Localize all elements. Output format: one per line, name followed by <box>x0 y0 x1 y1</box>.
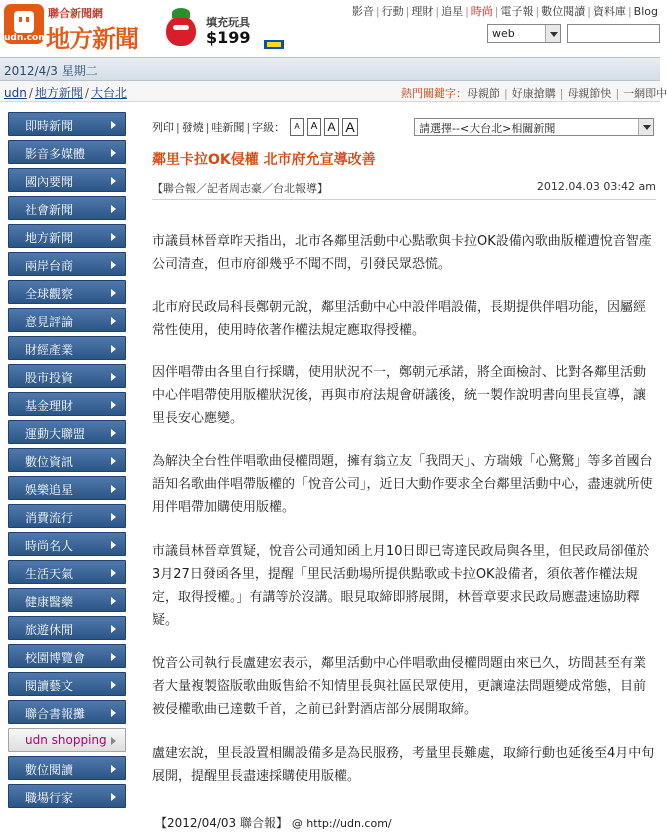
hot-keyword[interactable]: 母親節快 <box>567 87 612 100</box>
article-source <box>155 814 392 831</box>
sidebar-item-label: 聯合書報攤 <box>25 707 86 721</box>
breadcrumb-taipei[interactable]: 大台北 <box>90 86 127 100</box>
send-link[interactable]: 發燒 <box>181 121 204 134</box>
sidebar-item-label: 生活天氣 <box>25 567 74 581</box>
breadcrumb-udn[interactable]: udn <box>4 86 27 100</box>
sidebar-item-life-weather[interactable] <box>8 560 126 584</box>
date-bar <box>0 57 660 81</box>
site-header <box>0 0 660 57</box>
udn-logo-icon <box>4 4 48 44</box>
hot-keyword[interactable]: 母親節 <box>467 87 500 100</box>
sidebar-item-label: 數位資訊 <box>25 455 74 469</box>
chevron-right-icon <box>111 121 116 129</box>
search-row <box>487 24 660 44</box>
font-size-large-button[interactable]: A <box>342 118 358 136</box>
chevron-right-icon <box>111 177 116 185</box>
search-input[interactable] <box>567 24 660 43</box>
top-nav-item[interactable]: 資料庫 <box>592 5 626 18</box>
sidebar-item-global[interactable] <box>8 280 126 304</box>
chevron-right-icon <box>111 737 116 745</box>
breadcrumb: udn / 地方新聞 / 大台北 <box>4 86 127 100</box>
chevron-right-icon <box>111 653 116 661</box>
breadcrumb-local-news[interactable]: 地方新聞 <box>34 86 83 100</box>
sidebar-item-entertainment[interactable] <box>8 476 126 500</box>
sidebar-item-opinion[interactable] <box>8 308 126 332</box>
chevron-right-icon <box>111 429 116 437</box>
sidebar-item-realtime-news[interactable] <box>8 112 126 136</box>
article-source-label: 【2012/04/03 聯合報】 <box>155 816 288 830</box>
sidebar-item-label: 校園博覽會 <box>25 651 86 665</box>
article-area <box>146 102 660 837</box>
ad-title: 填充玩具 <box>206 16 250 29</box>
sidebar-item-label: 兩岸台商 <box>25 259 74 273</box>
font-size-medium-button[interactable]: A <box>324 118 339 136</box>
current-date: 2012/4/3 星期二 <box>4 64 98 78</box>
article-paragraph: 為解決全台性伴唱歌曲侵權問題，擁有翁立友「我問天」、方瑞娥「心驚驚」等多首國台語知名歌曲伴唱帶版權的「悅音公司」，近日大動作要求全台鄰里活動中心，盡速就所使用伴唱帶加購使用版權。 <box>152 454 653 515</box>
sidebar-item-local-news[interactable] <box>8 224 126 248</box>
top-nav-item-hot[interactable]: 時尚 <box>470 5 493 18</box>
article-byline: 【聯合報／記者周志豪／台北報導】 <box>152 182 328 195</box>
article-paragraph: 北市府民政局科長鄭朝元說，鄰里活動中心中設伴唱設備，長期提供伴唱功能，因屬經常性使用，使用時依著作權法規定應取得授權。 <box>152 300 647 338</box>
sidebar-item-arts[interactable] <box>8 672 126 696</box>
sidebar-nav <box>0 102 140 837</box>
top-nav-item[interactable]: 追星 <box>441 5 464 18</box>
ad-price: $199 <box>206 28 251 47</box>
search-scope-select[interactable] <box>487 24 561 43</box>
article-paragraph: 因伴唱帶由各里自行採購，使用狀況不一，鄭朝元承諾，將全面檢討、比對各鄰里活動中心伴唱帶使用版權狀況後，再與市府法規會研議後，統一製作說明書向里長宣導，讓里長安心應變。 <box>152 365 647 426</box>
chevron-right-icon <box>111 513 116 521</box>
sidebar-item-label: 股市投資 <box>25 371 74 385</box>
sidebar-item-label: 基金理財 <box>25 399 74 413</box>
chevron-right-icon <box>111 709 116 717</box>
print-link[interactable]: 列印 <box>152 121 174 134</box>
chevron-right-icon <box>111 401 116 409</box>
sidebar-item-digital-reading[interactable] <box>8 756 126 780</box>
sidebar-item-funds[interactable] <box>8 392 126 416</box>
chevron-right-icon <box>111 233 116 241</box>
sidebar-item-label: 數位閱讀 <box>25 763 74 777</box>
hot-keywords: 熱門關鍵字：母親節 | 好康搶購 | 母親節快 | 一網即中 <box>401 87 667 100</box>
sidebar-item-label: 國內要聞 <box>25 175 74 189</box>
sidebar-item-digital[interactable] <box>8 448 126 472</box>
hot-keyword[interactable]: 好康搶購 <box>511 87 556 100</box>
chevron-right-icon <box>111 541 116 549</box>
font-size-label: 字級： <box>252 121 286 134</box>
chevron-right-icon <box>111 765 116 773</box>
sidebar-item-label: 健康醫藥 <box>25 595 74 609</box>
chevron-right-icon <box>111 793 116 801</box>
sidebar-item-finance[interactable] <box>8 336 126 360</box>
sidebar-item-label: 時尚名人 <box>25 539 74 553</box>
chevron-down-icon <box>638 119 653 135</box>
sidebar-item-label: 運動大聯盟 <box>25 427 86 441</box>
sidebar-item-label: 旅遊休閒 <box>25 623 74 637</box>
font-size-small-button[interactable]: A <box>307 118 321 136</box>
chevron-right-icon <box>111 681 116 689</box>
chevron-right-icon <box>111 317 116 325</box>
sidebar-item-campus[interactable] <box>8 644 126 668</box>
article-date: 2012.04.03 03:42 am <box>536 180 656 193</box>
chevron-right-icon <box>111 457 116 465</box>
sidebar-item-label: 閱讀藝文 <box>25 679 74 693</box>
sidebar-item-consumer[interactable] <box>8 504 126 528</box>
sidebar-item-label: 娛樂追星 <box>25 483 74 497</box>
sidebar-item-label: 全球觀察 <box>25 287 74 301</box>
top-nav-item[interactable]: 影音 <box>351 5 374 18</box>
sidebar-item-travel[interactable] <box>8 616 126 640</box>
strawberry-toy-image <box>166 16 196 46</box>
logo-subtitle: 聯合新聞網 <box>48 7 103 20</box>
sidebar-item-society[interactable] <box>8 196 126 220</box>
article-source-url[interactable]: @ http://udn.com/ <box>291 817 392 830</box>
sidebar-item-bookstand[interactable] <box>8 700 126 724</box>
logo-title: 地方新聞 <box>46 24 138 53</box>
font-size-smallest-button[interactable]: A <box>290 118 304 136</box>
top-nav-item[interactable]: 行動 <box>381 5 404 18</box>
chevron-right-icon <box>111 345 116 353</box>
top-nav-item[interactable]: 理財 <box>411 5 434 18</box>
bookmark-link[interactable]: 哇新聞 <box>211 121 245 134</box>
chevron-right-icon <box>111 149 116 157</box>
sidebar-item-label: 意見評論 <box>25 315 74 329</box>
sidebar-item-multimedia[interactable] <box>8 140 126 164</box>
sidebar-item-fashion[interactable] <box>8 532 126 556</box>
article-headline: 鄰里卡拉OK侵權 北市府允宣導改善 <box>152 152 376 168</box>
search-scope-value: web <box>492 27 515 40</box>
sidebar-item-label: udn shopping <box>25 733 107 747</box>
chevron-right-icon <box>111 625 116 633</box>
sidebar-item-udn-shopping[interactable] <box>8 728 126 752</box>
top-nav-item[interactable]: 電子報 <box>500 5 534 18</box>
hot-keywords-label: 熱門關鍵字： <box>401 87 467 100</box>
logo-mark-text: udn.com <box>4 33 48 43</box>
sidebar-item-health[interactable] <box>8 588 126 612</box>
chevron-right-icon <box>111 485 116 493</box>
chevron-right-icon <box>111 205 116 213</box>
top-nav: 影音 | 行動 | 理財 | 追星 | 時尚 | 電子報 | 數位閱讀 | 資料庫 | Blog <box>351 5 658 18</box>
hot-keyword[interactable]: 一網即中 <box>623 87 667 100</box>
divider <box>152 199 656 200</box>
chevron-right-icon <box>111 373 116 381</box>
chevron-right-icon <box>111 569 116 577</box>
top-nav-item[interactable]: 數位閱讀 <box>541 5 586 18</box>
sidebar-item-label: 消費流行 <box>25 511 74 525</box>
sidebar-item-label: 財經產業 <box>25 343 74 357</box>
sidebar-item-label: 影音多媒體 <box>25 147 86 161</box>
site-logo[interactable] <box>2 2 150 53</box>
chevron-down-icon <box>545 25 560 42</box>
sidebar-item-label: 社會新聞 <box>25 203 74 217</box>
sidebar-item-career[interactable] <box>8 784 126 808</box>
sidebar-item-label: 即時新聞 <box>25 119 74 133</box>
sidebar-item-stocks[interactable] <box>8 364 126 388</box>
article-paragraph: 盧建宏說，里長設置相關設備多是為民服務，考量里長難處，取締行動也延後至4月中旬展開，提醒里長盡速採購使用版權。 <box>152 746 655 784</box>
sidebar-item-label: 職場行家 <box>25 791 74 805</box>
chevron-right-icon <box>111 261 116 269</box>
breadcrumb-bar <box>0 81 667 102</box>
article-tools: 列印 | 發燒 | 哇新聞 | 字級： <box>152 121 286 134</box>
article-paragraph: 市議員林晉章質疑，悅音公司通知函上月10日即已寄達民政局與各里，但民政局卻僅於3月27日發函各里，提醒「里民活動場所提供點歌或卡拉OK設備者，須依著作權法規定，取得授權。」有講等於沒講。眼見取締即將展開，林晉章要求民政局應盡速協助釋疑。 <box>152 544 650 628</box>
related-news-select[interactable] <box>414 118 654 136</box>
related-news-value: 請選擇--<大台北>相關新聞 <box>419 122 556 135</box>
top-nav-item[interactable]: Blog <box>633 5 658 18</box>
chevron-right-icon <box>111 289 116 297</box>
article-paragraph: 市議員林晉章昨天指出，北市各鄰里活動中心點歌與卡拉OK設備內歌曲版權遭悅音智產公司清查，但市府卻幾乎不聞不問，引發民眾恐慌。 <box>152 234 652 272</box>
ikea-logo-icon <box>264 40 284 49</box>
sidebar-item-cross-strait[interactable] <box>8 252 126 276</box>
banner-ad[interactable] <box>160 4 290 52</box>
article-paragraph: 悅音公司執行長盧建宏表示，鄰里活動中心伴唱歌曲侵權問題由來已久，坊間甚至有業者大量複製盜版歌曲販售給不知情里長與社區民眾使用，更讓違法問題變成常態，目前被侵權歌曲已達數千首，之前已針對酒店部分展開取締。 <box>152 656 647 717</box>
sidebar-item-domestic[interactable] <box>8 168 126 192</box>
sidebar-item-sports[interactable] <box>8 420 126 444</box>
sidebar-item-label: 地方新聞 <box>25 231 74 245</box>
chevron-right-icon <box>111 597 116 605</box>
